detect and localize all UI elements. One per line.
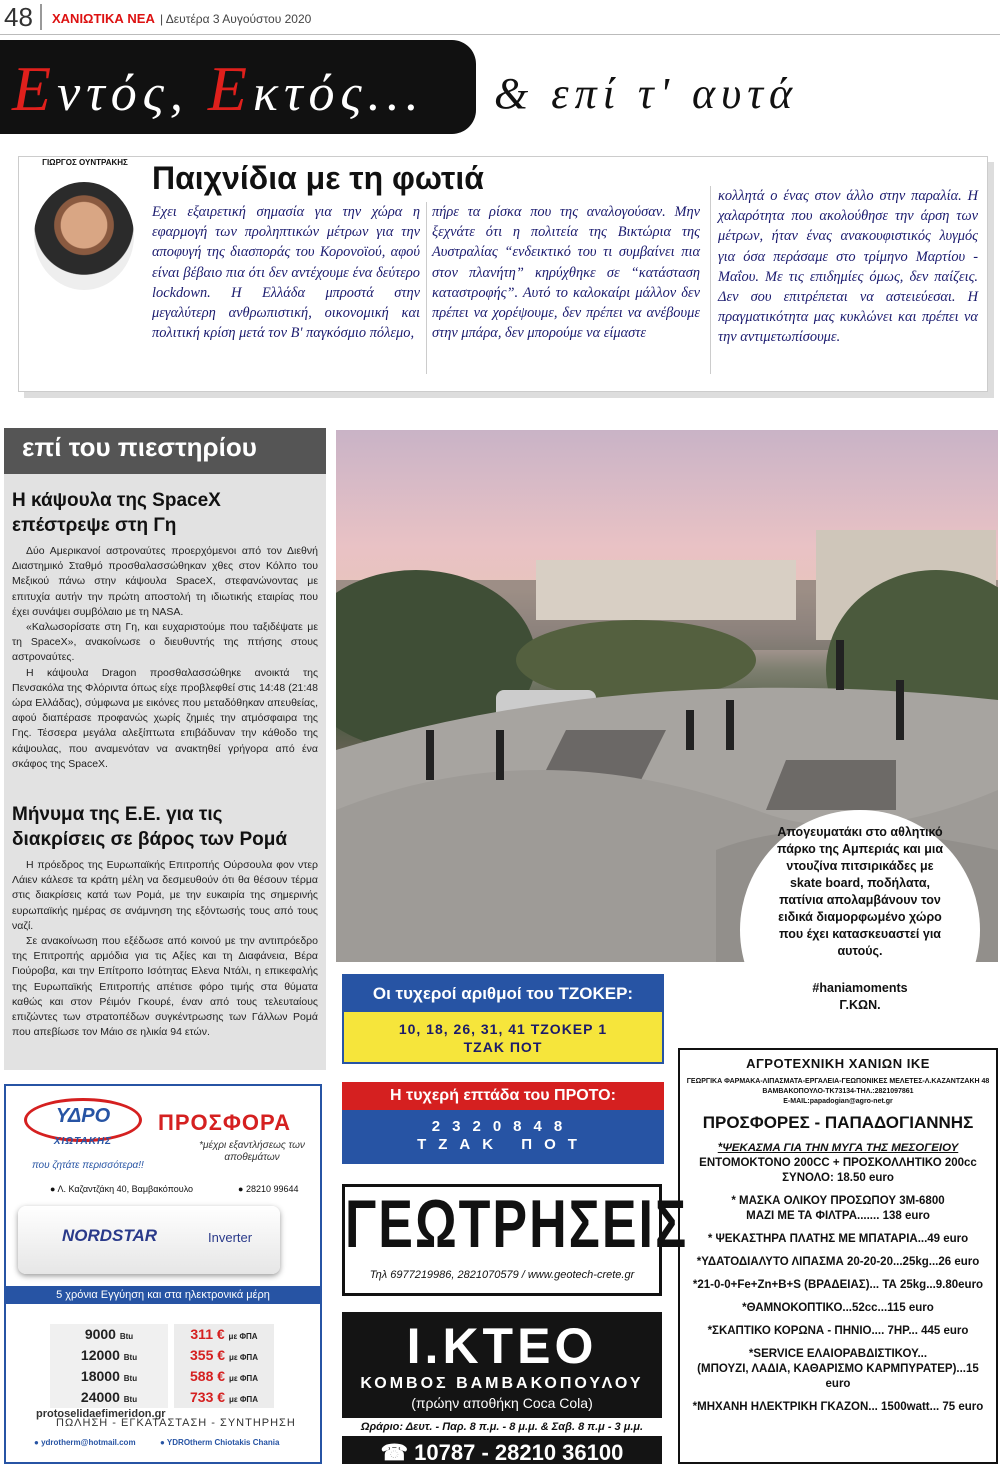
agro-offer-item [680,1347,996,1392]
location-pin-icon: ● [50,1184,56,1194]
agro-offer-line: (ΜΠΟΥΖΙ, ΛΑΔΙΑ, ΚΑΘΑΡΙΣΜΟ ΚΑΡΜΠΥΡΑΤΕΡ)...15 euro [697,1363,979,1390]
joker-results-box [342,974,664,1064]
kteo-ad [342,1312,662,1464]
agro-offer-item [680,1324,996,1339]
price-value: 733 € με ΦΠΑ [174,1387,274,1408]
agro-offer-item [680,1232,996,1247]
press-header-title: επί του πιεστηρίου [22,432,257,462]
agro-offer-item [680,1278,996,1293]
kteo-note: (πρώην αποθήκη Coca Cola) [411,1395,593,1411]
agro-offer-line: *SERVICE ΕΛΑΙΟΡΑΒΔΙΣΤΙΚΟΥ... [748,1348,928,1360]
ydro-email [34,1438,136,1447]
section-subtitle: & επί τ' αυτά [494,69,799,118]
ydro-email-text: ydrotherm@hotmail.com [41,1438,136,1447]
agro-offer-line: ΜΑΖΙ ΜΕ ΤΑ ΦΙΛΤΡΑ....... 138 euro [746,1210,930,1222]
agro-desc-line: ΓΕΩΡΓΙΚΑ ΦΑΡΜΑΚΑ-ΛΙΠΑΣΜΑΤΑ-ΕΡΓΑΛΕΙΑ-ΓΕΩΠΟΝΙΚΕΣ ΜΕΛΕΤΕΣ-Λ.ΚΑΖΑΝΤΖΑΚΗ 48 [686,1078,990,1085]
ydro-facebook-text: YDROtherm Chiotakis Chania [166,1438,280,1447]
ac-brand: NORDSTAR [62,1226,158,1245]
photo-hashtag: #haniamoments [812,981,908,995]
kteo-phone: ☎ 10787 - 28210 36100 [380,1440,624,1465]
kteo-logo: Ι.ΚΤΕΟ [406,1318,598,1374]
kteo-location: ΚΟΜΒΟΣ ΒΑΜΒΑΚΟΠΟΥΛΟΥ [360,1375,644,1392]
ydro-price-list [50,1324,280,1408]
article-paragraph: «Καλωσορίσατε στη Γη, και ευχαριστούμε που ταξιδέψατε με τη SpaceX», ανακοίνωσε ο διευθυντής της πτήσης στους αστροναύτες. [12,621,318,664]
proto-number-list: 2320848 [431,1118,575,1135]
photo-credit: Γ.ΚΩΝ. [839,998,881,1012]
agro-offer-line: *ΣΚΑΠΤΙΚΟ ΚΟΡΩΝΑ - ΠΗΝΙΟ.... 7HP... 445 euro [707,1325,969,1337]
agro-offer-line: *ΥΔΑΤΟΔΙΑΛΥΤΟ ΛΙΠΑΣΜΑ 20-20-20...25kg...26 euro [696,1256,980,1268]
ydro-logo [24,1098,142,1147]
section-title-initial-2: Ε [207,53,253,124]
article-paragraph: Σε ανακοίνωση που εξέδωσε από κοινού με την αντιπρόεδρο της Επιτροπής αρμόδια για τις Αξίες και τη Διαφάνεια, Βέρα Γιούροβα, και την Επίτροπο Ισότητας Ελενα Ντάλι, η επικεφαλής της Ευρωπαϊκής Επιτροπής απέτισε φόρο τιμής στα θύματα καθώς και στον Ρέιμόν Γκουρέ, έναν από τους τελευταίους επιζώντες των στρατοπέδων συγκέντρωσης των Γάλλων Ρομά που απεβίωσε τον Μάιο σε ηλικία 94 ετών. [12,935,318,1039]
agro-offer-line: ΕΝΤΟΜΟΚΤΟΝΟ 200CC + ΠΡΟΣΚΟΛΛΗΤΙΚΟ 200cc [699,1157,977,1169]
joker-numbers [344,1020,662,1056]
agro-offer-line: ΣΥΝΟΛΟ: 18.50 euro [782,1172,894,1184]
agro-offer-item [680,1194,996,1224]
photo-caption-circle [740,810,980,1050]
proto-numbers [342,1118,664,1154]
agro-offer-line: * ΜΑΣΚΑ ΟΛΙΚΟΥ ΠΡΟΣΩΠΟΥ 3M-6800 [731,1195,945,1207]
section-title-word-1: ντός, [57,65,208,122]
agro-offer-line: *ΘΑΜΝΟΚΟΠΤΙΚΟ...52cc...115 euro [742,1302,934,1314]
article-paragraph: Δύο Αμερικανοί αστροναύτες προερχόμενοι από τον Διεθνή Διαστημικό Σταθμό προσθαλασσώθηκαν χθες στον Κόλπο του Μεξικού πάνω στην κάψουλα SpaceX, στεφανώνοντας με επιτυχία αυτήν την πρώτη αποστολή τη ιδιωτικής εταιρίας που έχει συνάψει συμβόλαιο με τη NASA. [12,545,318,618]
agro-offer-item [680,1400,996,1415]
price-btu: 18000 Btu [50,1366,168,1387]
article-title-roma: Μήνυμα της Ε.Ε. για τις διακρίσεις σε βάρος των Ρομά [12,804,288,850]
price-btu: 24000 Btu [50,1387,168,1408]
opinion-column-1: Εχει εξαιρετική σημασία για την χώρα η εφαρμογή των προληπτικών μέτρων για την αποφυγή της διασποράς του Κορονοϊού, αφού είναι βέβαιο πια ότι δεν αντέχουμε ένα δεύτερο lockdown. Η Ελλάδα μπροστά στην μεγαλύτερη ανθρωπιστική, οικονομική και πολιτική κρίση μετά τον Β' παγκόσμιο πόλεμο, [152,204,420,342]
agro-offers-title: ΠΡΟΣΦΟΡΕΣ - ΠΑΠΑΔΟΓΙΑΝΝΗΣ [702,1113,974,1132]
ydro-logo-line-1: ΥΔΡΟ [55,1105,111,1127]
website-watermark: protoselidaefimeridon.gr [36,1408,166,1420]
ydro-logo-line-2: ΧΙΩΤΑΚΗΣ [53,1136,113,1147]
agro-offer-line: *ΜΗΧΑΝΗ ΗΛΕΚΤΡΙΚΗ ΓΚΑΖΟΝ... 1500watt... 75 euro [692,1401,984,1413]
kteo-hours: Ωράριο: Δευτ. - Παρ. 8 π.μ. - 8 μ.μ. & Σαβ. 8 π.μ - 3 μ.μ. [342,1418,662,1436]
geotriseis-logo: ΓΕΩΤΡΗΣΕΙΣ [345,1187,689,1263]
price-row [50,1387,280,1408]
page-number: 48 [4,2,33,32]
section-title-initial-1: Ε [12,53,58,124]
ydro-phone-text: 28210 99644 [245,1184,299,1194]
author-name: ΓΙΩΡΓΟΣ ΟΥΝΤΡΑΚΗΣ [42,158,128,167]
ydro-facebook [160,1438,279,1447]
agro-desc-line: E-MAIL:papadogian@agro-net.gr [783,1098,893,1105]
photo-caption-hashtag [740,980,980,1014]
photo-caption-text: Απογευματάκι στο αθλητικό πάρκο της Αμπεριάς και μια ντουζίνα πιτσιρικάδες με skate board, ποδήλατα, πατίνια απολαμβάνουν τον ειδικά διαμορφωμένο χώρο που έχει κατασκευαστεί για αυτούς. [776,825,944,958]
ydro-warranty: 5 χρόνια Εγγύηση και στα ηλεκτρονικά μέρη [6,1286,320,1304]
column-divider [426,202,427,374]
agro-offer-item [680,1301,996,1316]
agro-offer-item [680,1255,996,1270]
price-btu: 9000 Btu [50,1324,168,1345]
price-value: 588 € με ΦΠΑ [174,1366,274,1387]
joker-number-list: 10, 18, 26, 31, 41 ΤΖΟΚΕΡ 1 [398,1021,608,1037]
email-icon: ● [34,1438,39,1447]
price-btu: 12000 Btu [50,1345,168,1366]
article-paragraph: Η κάψουλα Dragon προσθαλασσώθηκε ανοικτά της Πενσακόλα της Φλόριντα όπως είχε προβλεφθεί στις 14:48 (21:48 ώρα Ελλάδας), σύμφωνα με εικόνες που μεταδόθηκαν απευθείας, αφού διαπέρασε προφανώς χωρίς ζημιές την ατμόσφαιρα της Γης. Τέσσερα μεγάλα αλεξίπτωτα επιβάδυναν την κάθοδο της κάψουλας, που αναμενόταν να ανακτηθεί γρήγορα από ένα σκάφος της SpaceX. [12,666,318,770]
agro-offer-list [680,1141,996,1415]
author-photo [34,182,134,290]
opinion-title: Παιχνίδια με τη φωτιά [152,160,484,196]
article-title-spacex: Η κάψουλα της SpaceX επέστρεψε στη Γη [12,490,221,536]
opinion-column-3: κολλητά ο ένας στον άλλο στην παραλία. Η χαλαρότητα που ακολούθησε την άρση των μέτρων, ήταν ένας ανακουφιστικός λυγμός για όσα περάσαμε στο τρίμηνο Μαρτίου - Μαΐου. Με τις επιδημίες όμως, δεν παίζεις. Δεν σου επιτρέπεται να αστειεύεσαι. Η πραγματικότητα μας κυκλώνει και πρέπει να την αντιμετωπίσουμε. [718,188,978,346]
header-divider [40,4,42,30]
column-divider [710,186,711,374]
price-row [50,1324,280,1345]
agro-offer-head: *ΨΕΚΑΣΜΑ ΓΙΑ ΤΗΝ ΜΥΓΑ ΤΗΣ ΜΕΣΟΓΕΙΟΥ [717,1142,959,1154]
agro-description [680,1077,996,1107]
article-paragraph: Η πρόεδρος της Ευρωπαϊκής Επιτροπής Ούρσουλα φον ντερ Λάιεν κάλεσε τα κράτη μέλη να δεσμευθούν ότι θα θέσουν τέρμα στις διακρίσεις κατά των Ρομά, με την ευκαιρία της σημερινής ευρωπαϊκής ημέρας σε ανάμνηση της εξόντωσής τους από τους ναζί. [12,859,318,932]
agro-offer-line: *21-0-0+Fe+Zn+B+S (ΒΡΑΔΕΙΑΣ)... ΤΑ 25kg...9.80euro [692,1279,984,1291]
proto-jackpot: ΤΖΑΚ ΠΟΤ [417,1136,589,1153]
newspaper-name: ΧΑΝΙΩΤΙΚΑ ΝΕΑ [52,11,155,26]
proto-results-box [342,1082,664,1164]
issue-date: | Δευτέρα 3 Αυγούστου 2020 [160,12,312,26]
ydro-address [50,1184,193,1194]
agro-offer-line: * ΨΕΚΑΣΤΗΡΑ ΠΛΑΤΗΣ ΜΕ ΜΠΑΤΑΡΙΑ...49 euro [707,1233,969,1245]
ydro-offer-title: ΠΡΟΣΦΟΡΑ [158,1110,291,1135]
price-value: 311 € με ΦΠΑ [174,1324,274,1345]
price-row [50,1366,280,1387]
ydro-slogan: που ζητάτε περισσότερα!! [32,1160,144,1171]
article-body-spacex [12,544,318,772]
ydro-phone [238,1184,299,1194]
agrotechniki-ad [678,1048,998,1464]
header-rule [0,34,1000,35]
section-title [12,52,425,126]
agro-name: ΑΓΡΟΤΕΧΝΙΚΗ ΧΑΝΙΩΝ ΙΚΕ [746,1056,930,1071]
price-row [50,1345,280,1366]
agro-offer-item [680,1141,996,1186]
joker-jackpot: ΤΖΑΚ ΠΟΤ [463,1039,543,1055]
ydro-offer-note: *μέχρι εξαντλήσεως των αποθεμάτων [199,1140,305,1163]
opinion-column-2: πήρε τα ρίσκα που της αναλογούσαν. Μην ξεχνάτε ότι η πολιτεία της Βικτώρια της Αυστραλίας “ενδεικτικό του τι συμβαίνει πια στον πλανήτη” κηρύχθηκε σε “κατάσταση καταστροφής”. Αυτό το καλοκαίρι μάλλον δεν πρέπει να χορέψουμε, δεν πρέπει να ανέβουμε στην μπάρα, δεν μπορούμε να είμαστε [432,204,700,342]
geotriseis-ad [342,1184,689,1296]
ydro-services: ΠΩΛΗΣΗ - ΕΓΚΑΤΑΣΤΑΣΗ - ΣΥΝΤΗΡΗΣΗ [56,1417,296,1429]
phone-icon: ● [238,1184,244,1194]
ac-type: Inverter [208,1230,253,1245]
agro-desc-line: ΒΑΜΒΑΚΟΠΟΥΛΟ-ΤΚ73134-ΤΗΛ.:2821097861 [762,1088,914,1095]
proto-title: Η τυχερή επτάδα του ΠΡΟΤΟ: [342,1082,664,1110]
price-value: 355 € με ΦΠΑ [174,1345,274,1366]
ydro-address-text: Λ. Καζαντζάκη 40, Βαμβακόπουλο [57,1184,194,1194]
joker-title: Οι τυχεροί αριθμοί του ΤΖΟΚΕΡ: [344,976,662,1012]
geotriseis-contact: Τηλ 6977219986, 2821070579 / www.geotech-crete.gr [369,1269,635,1281]
article-body-roma [12,858,318,1040]
facebook-icon: ● [160,1438,165,1447]
section-title-word-2: κτός... [252,65,425,122]
